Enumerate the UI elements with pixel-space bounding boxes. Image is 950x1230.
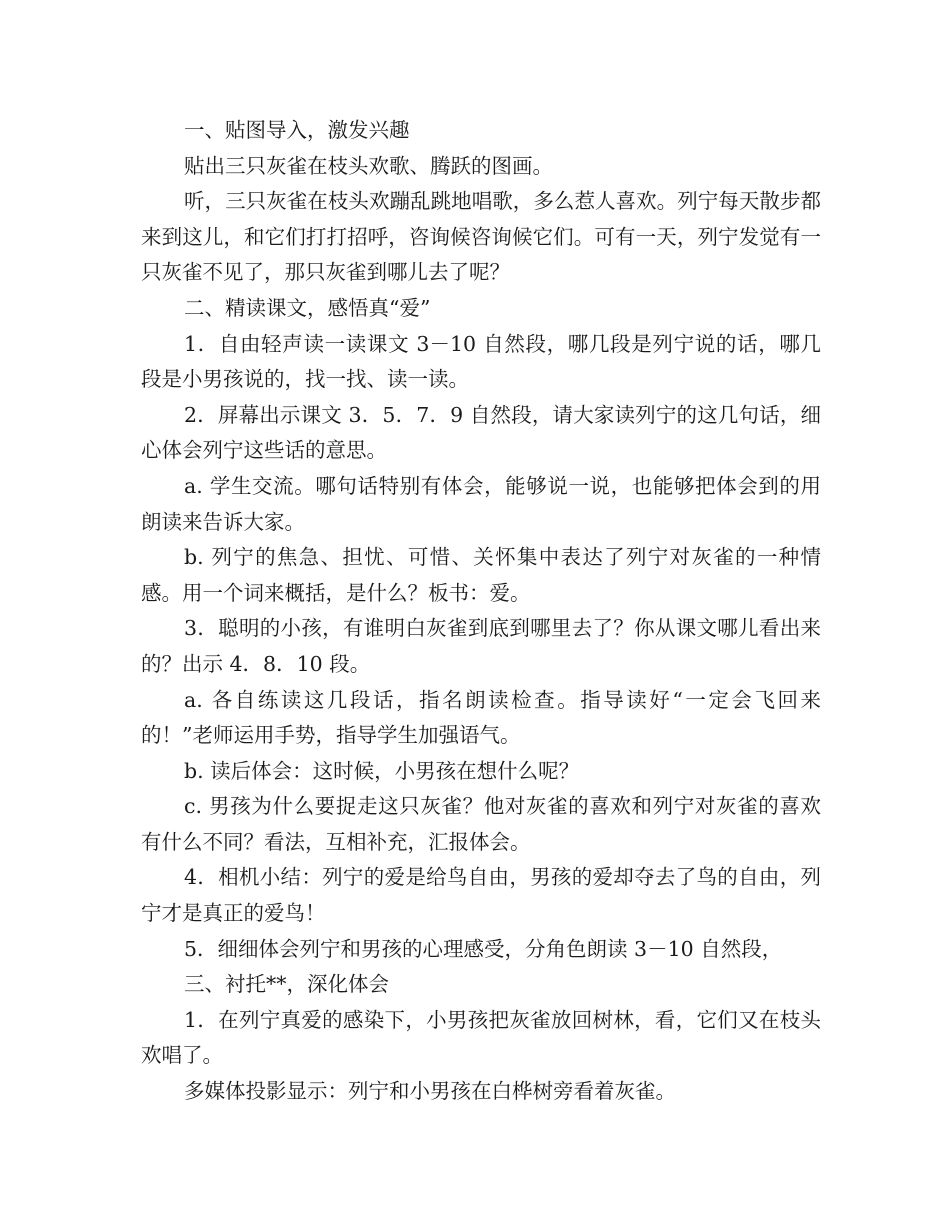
paragraph: 4．相机小结：列宁的爱是给鸟自由，男孩的爱却夺去了鸟的自由，列宁才是真正的爱鸟！: [141, 865, 821, 926]
paragraph: c. 男孩为什么要捉走这只灰雀？他对灰雀的喜欢和列宁对灰雀的喜欢有什么不同？看法，互相补充，汇报体会。: [141, 794, 821, 854]
paragraph: b. 列宁的焦急、担忧、可惜、关怀集中表达了列宁对灰雀的一种情感。用一个词来概括，是什么？板书：爱。: [141, 545, 821, 605]
section-heading-3: 三、衬托**，深化体会: [184, 972, 389, 997]
paragraph: 1．在列宁真爱的感染下，小男孩把灰雀放回树林，看，它们又在枝头欢唱了。: [141, 1007, 821, 1068]
paragraph: 1．自由轻声读一读课文 3－10 自然段，哪几段是列宁说的话，哪几段是小男孩说的，找一找、读一读。: [141, 331, 821, 392]
section-heading-2: 二、精读课文，感悟真“爱”: [184, 295, 431, 320]
document-body: [141, 113, 821, 1110]
paragraph: 贴出三只灰雀在枝头欢歌、腾跃的图画。: [184, 153, 553, 178]
paragraph: a. 学生交流。哪句话特别有体会，能够说一说，也能够把体会到的用朗读来告诉大家。: [141, 473, 821, 534]
paragraph: a. 各自练读这几段话，指名朗读检查。指导读好“一定会飞回来的！”老师运用手势，指导学生加强语气。: [141, 687, 821, 748]
paragraph: 5．细细体会列宁和男孩的心理感受，分角色朗读 3－10 自然段，: [184, 936, 783, 961]
paragraph: 多媒体投影显示：列宁和小男孩在白桦树旁看着灰雀。: [184, 1079, 676, 1104]
paragraph: 3．聪明的小孩，有谁明白灰雀到底到哪里去了？你从课文哪儿看出来的？出示 4．8．10 段。: [141, 616, 821, 676]
paragraph: b. 读后体会：这时候，小男孩在想什么呢？: [184, 758, 580, 783]
section-heading-1: 一、贴图导入，激发兴趣: [184, 118, 410, 142]
paragraph: 听，三只灰雀在枝头欢蹦乱跳地唱歌，多么惹人喜欢。列宁每天散步都来到这儿，和它们打打招呼，咨询候咨询候它们。可有一天，列宁发觉有一只灰雀不见了，那只灰雀到哪儿去了呢？: [141, 189, 821, 285]
paragraph: 2．屏幕出示课文 3．5．7．9 自然段，请大家读列宁的这几句话，细心体会列宁这些话的意思。: [141, 402, 821, 463]
